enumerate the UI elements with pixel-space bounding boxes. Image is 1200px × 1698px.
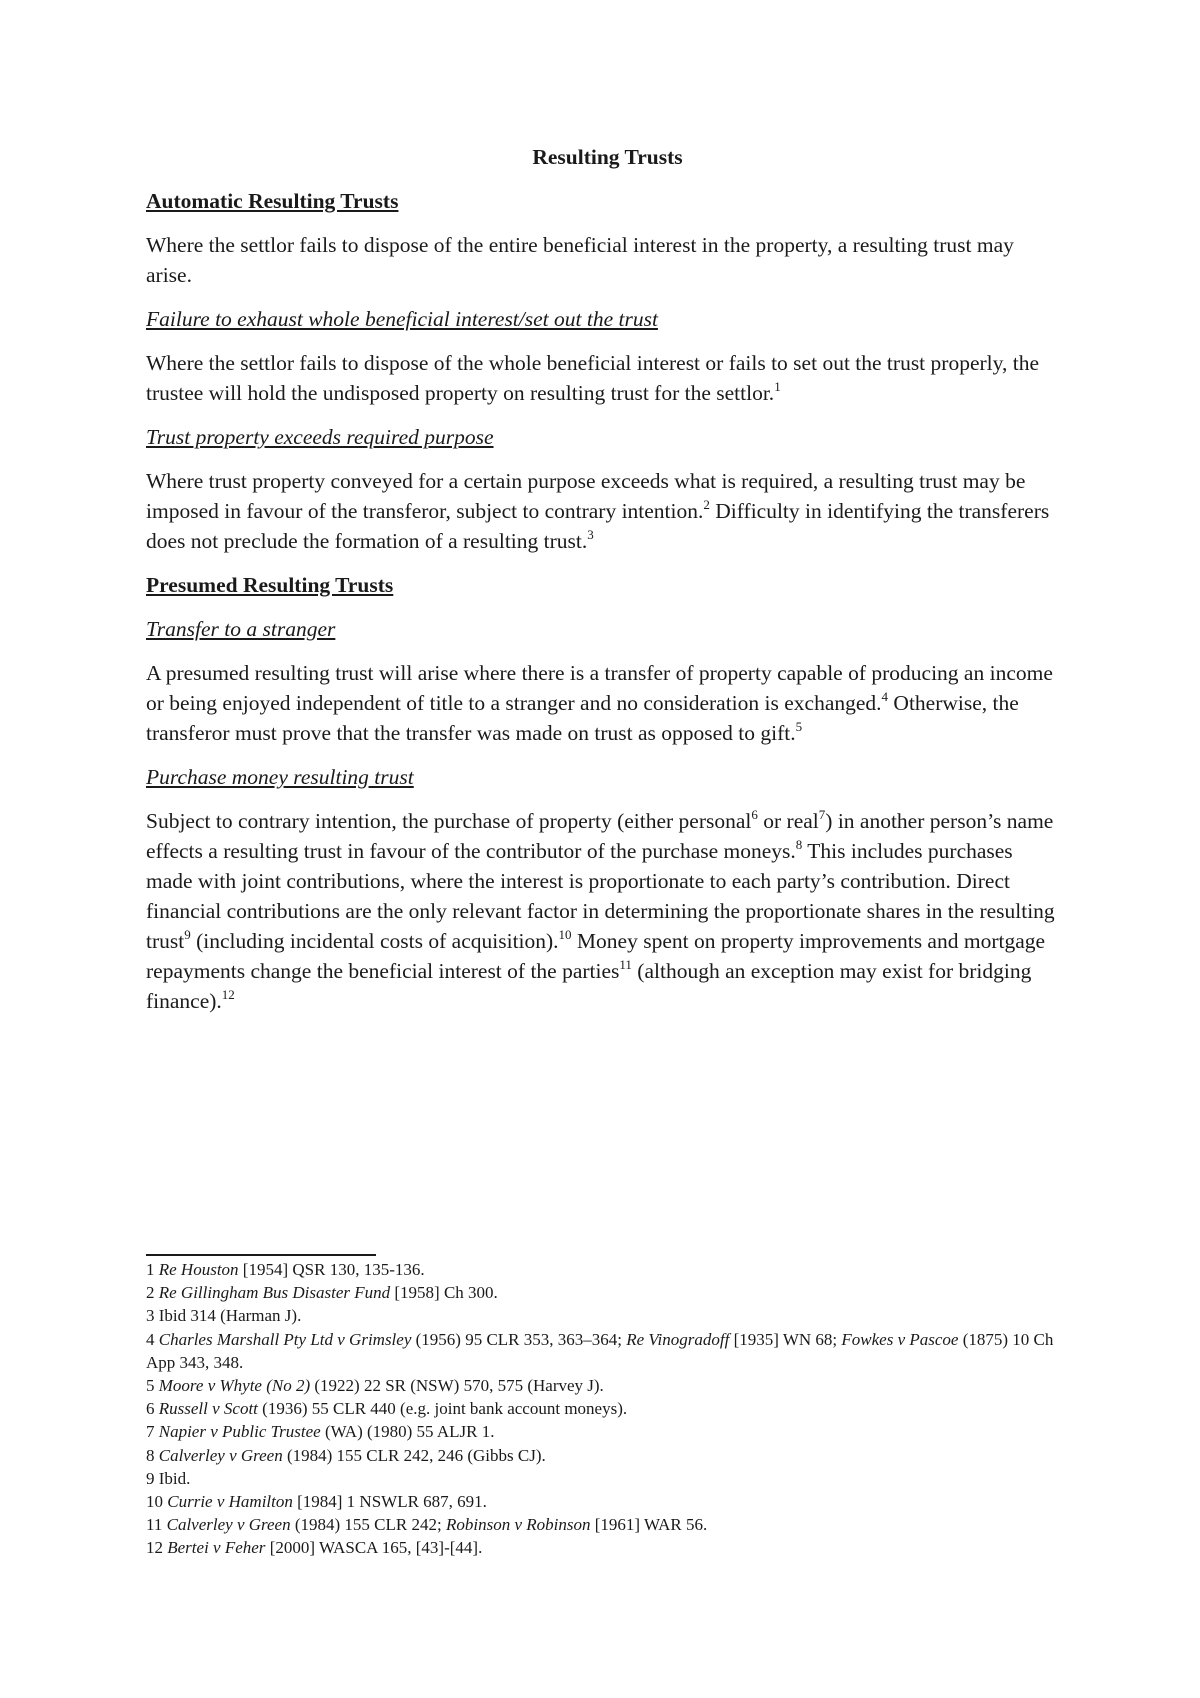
footnote-11 (146, 1513, 1061, 1536)
citation: (1875) 10 Ch App 343, 348. (146, 1329, 1054, 1372)
footnote-number: 7 (146, 1422, 155, 1442)
footnote-ref[interactable]: 3 (587, 526, 594, 542)
document-body (146, 142, 1061, 1030)
paragraph-automatic-intro: Where the settlor fails to dispose of the entire beneficial interest in the property, a resulting trust may arise. (146, 233, 1014, 287)
document-title: Resulting Trusts (532, 145, 683, 169)
case-name: Russell v Scott (158, 1399, 258, 1419)
footnote-number: 8 (146, 1445, 155, 1465)
footnote-ref[interactable]: 11 (619, 956, 632, 972)
footnote-number: 1 (146, 1260, 155, 1279)
paragraph-text: A presumed resulting trust will arise where there is a transfer of property capable of producing an income or being enjoyed independent of title to a stranger and no consideration is exchanged. (146, 661, 1053, 715)
paragraph-text: Difficulty in identifying the transferers does not preclude the formation of a resulting trust. (146, 499, 1050, 553)
footnote-ref[interactable]: 2 (703, 496, 710, 512)
case-name: Napier v Public Trustee (158, 1422, 321, 1442)
footnote-12 (146, 1536, 1061, 1559)
footnote-number: 11 (146, 1515, 163, 1535)
subheading-transfer-to-stranger: Transfer to a stranger (146, 617, 336, 641)
footnote-2 (146, 1281, 1061, 1304)
citation: [1961] WAR 56. (590, 1515, 708, 1535)
footnote-ref[interactable]: 9 (184, 926, 191, 942)
paragraph-text: Otherwise, the transferor must prove that the transfer was made on trust as opposed to gift. (146, 691, 1019, 745)
footnote-ref[interactable]: 5 (795, 718, 803, 734)
case-name: Re Gillingham Bus Disaster Fund (158, 1283, 391, 1303)
case-name: Fowkes v Pascoe (841, 1329, 959, 1349)
paragraph-transfer-to-stranger (146, 658, 1061, 748)
footnote-number: 2 (146, 1283, 155, 1303)
footnote-number: 4 (146, 1329, 155, 1349)
footnote-number: 6 (146, 1399, 155, 1419)
footnote-number: 5 (146, 1376, 155, 1396)
citation: (WA) (1980) 55 ALJR 1. (320, 1422, 495, 1442)
paragraph-text: Where the settlor fails to dispose of the whole beneficial interest or fails to set out the trust properly, the trustee will hold the undisposed property on resulting trust for the settlor. (146, 351, 1039, 405)
paragraph-exceeds-purpose (146, 466, 1061, 556)
paragraph-text: Subject to contrary intention, the purchase of property (either personal (146, 809, 752, 833)
paragraph-text: ) in another person’s name effects a resulting trust in favour of the contributor of the purchase moneys. (146, 809, 1054, 863)
footnote-ref[interactable]: 6 (751, 806, 758, 822)
footnote-ref[interactable]: 10 (558, 926, 572, 942)
footnote-ref[interactable]: 8 (795, 836, 803, 852)
footnote-ref[interactable]: 7 (818, 806, 826, 822)
citation: [1954] QSR 130, 135-136. (238, 1260, 425, 1279)
footnote-number: 12 (146, 1538, 163, 1558)
footnote-number: 10 (146, 1492, 163, 1512)
footnote-4 (146, 1328, 1061, 1374)
paragraph-failure-to-exhaust (146, 348, 1061, 408)
citation: (1922) 22 SR (NSW) 570, 575 (Harvey J). (310, 1376, 604, 1396)
footnote-8 (146, 1444, 1061, 1467)
subheading-purchase-money: Purchase money resulting trust (146, 765, 414, 789)
citation: (1984) 155 CLR 242, 246 (Gibbs CJ). (282, 1445, 546, 1465)
case-name: Calverley v Green (166, 1515, 291, 1535)
paragraph-text: Money spent on property improvements and mortgage repayments change the beneficial interest of the parties (146, 929, 1046, 983)
citation: (1936) 55 CLR 440 (e.g. joint bank account moneys). (257, 1399, 628, 1419)
footnote-1 (146, 1258, 1061, 1281)
citation: [1935] WN 68; (729, 1329, 842, 1349)
footnote-number: 3 (146, 1306, 155, 1326)
paragraph-text: Where trust property conveyed for a certain purpose exceeds what is required, a resulting trust may be imposed in favour of the transferor, subject to contrary intention. (146, 469, 1026, 523)
footnote-7 (146, 1420, 1061, 1443)
citation: (1956) 95 CLR 353, 363–364; (411, 1329, 627, 1349)
footnote-ref[interactable]: 12 (221, 986, 235, 1002)
footnote-10 (146, 1490, 1061, 1513)
footnote-3 (146, 1304, 1061, 1327)
footnotes-list (146, 1258, 1061, 1560)
case-name: Moore v Whyte (No 2) (158, 1376, 311, 1396)
heading-automatic-resulting-trusts: Automatic Resulting Trusts (146, 189, 399, 213)
case-name: Charles Marshall Pty Ltd v Grimsley (158, 1329, 412, 1349)
footnote-number: 9 (146, 1468, 155, 1488)
footnote-ref[interactable]: 1 (774, 378, 781, 394)
footnote-9 (146, 1467, 1061, 1490)
heading-presumed-resulting-trusts: Presumed Resulting Trusts (146, 573, 394, 597)
footnote-separator (146, 1254, 376, 1256)
footnote-5 (146, 1374, 1061, 1397)
footnote-6 (146, 1397, 1061, 1420)
footnote-ref[interactable]: 4 (881, 688, 889, 704)
case-name: Bertei v Feher (167, 1538, 266, 1558)
case-name: Re Vinogradoff (626, 1329, 730, 1349)
citation: Ibid. (158, 1468, 191, 1488)
paragraph-purchase-money (146, 806, 1061, 1016)
citation: Ibid 314 (Harman J). (158, 1306, 302, 1326)
paragraph-text: (including incidental costs of acquisition). (190, 929, 559, 953)
citation: [1958] Ch 300. (390, 1283, 498, 1303)
citation: [1984] 1 NSWLR 687, 691. (292, 1492, 487, 1512)
paragraph-text: (although an exception may exist for bridging finance). (146, 959, 1032, 1013)
paragraph-text: or real (757, 809, 819, 833)
case-name: Robinson v Robinson (445, 1515, 591, 1535)
case-name: Calverley v Green (158, 1445, 283, 1465)
subheading-exceeds-purpose: Trust property exceeds required purpose (146, 425, 494, 449)
paragraph-text: This includes purchases made with joint contributions, where the interest is proportionate to each party’s contribution. Direct financial contributions are the only relevant factor in determining the proportionate shares in the resulting trust (146, 839, 1055, 953)
subheading-failure-to-exhaust: Failure to exhaust whole beneficial interest/set out the trust (146, 307, 658, 331)
citation: (1984) 155 CLR 242; (290, 1515, 446, 1535)
case-name: Currie v Hamilton (167, 1492, 293, 1512)
case-name: Re Houston (158, 1260, 239, 1279)
citation: [2000] WASCA 165, [43]-[44]. (265, 1538, 483, 1558)
